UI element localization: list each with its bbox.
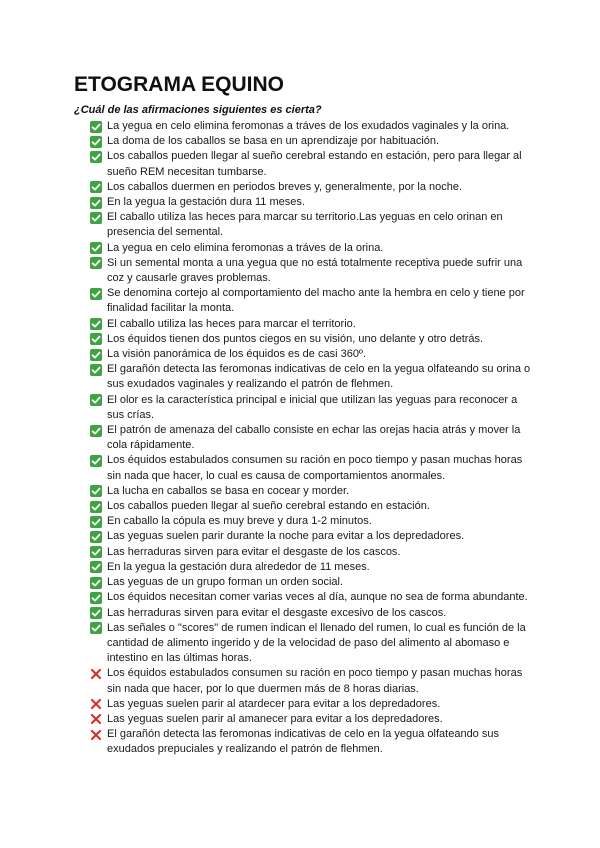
check-mark-icon	[90, 318, 102, 330]
answer-text: Las señales o "scores" de rumen indican el llenado del rumen, lo cual es función de la cantidad de alimento ingerido y de la velocidad de paso del alimento al abomaso e intestino en las últimas horas.	[107, 621, 526, 665]
answer-text: Los équidos necesitan comer varias veces al día, aunque no sea de forma abundante.	[107, 591, 528, 604]
check-mark-icon	[90, 136, 102, 148]
check-mark-icon	[90, 607, 102, 619]
correct-answer-item	[90, 545, 534, 560]
check-mark-icon	[90, 197, 102, 209]
answer-text: Las yeguas de un grupo forman un orden social.	[107, 576, 344, 589]
check-mark-icon	[90, 349, 102, 361]
correct-answer-item	[90, 529, 534, 544]
incorrect-answer-item	[90, 712, 534, 727]
cross-mark-icon	[90, 713, 102, 725]
correct-answer-item	[90, 347, 534, 362]
check-mark-icon	[90, 516, 102, 528]
check-mark-icon	[90, 212, 102, 224]
check-mark-icon	[90, 546, 102, 558]
correct-answer-item	[90, 286, 534, 316]
check-mark-icon	[90, 455, 102, 467]
answer-text: Los caballos pueden llegar al sueño cerebral estando en estación.	[107, 500, 430, 513]
check-mark-icon	[90, 501, 102, 513]
check-mark-icon	[90, 622, 102, 634]
correct-answer-item	[90, 195, 534, 210]
answer-text: Los équidos tienen dos puntos ciegos en su visión, uno delante y otro detrás.	[107, 332, 484, 345]
answer-text: Los caballos pueden llegar al sueño cerebral estando en estación, pero para llegar al sueño REM necesitan tumbarse.	[107, 150, 522, 178]
answer-text: Las yeguas suelen parir al atardecer para evitar a los depredadores.	[107, 697, 441, 710]
check-mark-icon	[90, 333, 102, 345]
check-mark-icon	[90, 121, 102, 133]
correct-answer-item	[90, 621, 534, 667]
correct-answer-item	[90, 423, 534, 453]
answer-text: Las yeguas suelen parir durante la noche para evitar a los depredadores.	[107, 530, 465, 543]
answer-text: El garañón detecta las feromonas indicativas de celo en la yegua olfateando su orina o sus exudados vaginales y realizando el patrón de flehmen.	[107, 363, 531, 391]
answer-text: El caballo utiliza las heces para marcar el territorio.	[107, 317, 356, 330]
cross-mark-icon	[90, 668, 102, 680]
answer-text: Los équidos estabulados consumen su ración en poco tiempo y pasan muchas horas sin nada que hacer, lo cual es causa de comportamientos anormales.	[107, 454, 523, 482]
correct-answer-item	[90, 590, 534, 605]
correct-answer-item	[90, 134, 534, 149]
check-mark-icon	[90, 561, 102, 573]
correct-answer-item	[90, 484, 534, 499]
correct-answer-item	[90, 453, 534, 483]
correct-answer-item	[90, 149, 534, 179]
incorrect-answer-item	[90, 727, 534, 757]
answer-text: El garañón detecta las feromonas indicativas de celo en la yegua olfateando sus exudados prepuciales y realizando el patrón de flehmen.	[107, 728, 499, 756]
correct-answer-item	[90, 210, 534, 240]
check-mark-icon	[90, 242, 102, 254]
answer-text: En la yegua la gestación dura 11 meses.	[107, 196, 305, 209]
answer-text: Se denomina cortejo al comportamiento del macho ante la hembra en celo y tiene por finalidad facilitar la monta.	[107, 287, 525, 315]
check-mark-icon	[90, 577, 102, 589]
answer-text: Las herraduras sirven para evitar el desgaste de los cascos.	[107, 545, 401, 558]
correct-answer-item	[90, 332, 534, 347]
check-mark-icon	[90, 592, 102, 604]
answer-text: Los équidos estabulados consumen su ración en poco tiempo y pasan muchas horas sin nada que hacer, por lo que duermen más de 8 horas diarias.	[107, 667, 523, 695]
correct-answer-item	[90, 560, 534, 575]
answer-text: Los caballos duermen en periodos breves y, generalmente, por la noche.	[107, 180, 463, 193]
cross-mark-icon	[90, 698, 102, 710]
check-mark-icon	[90, 485, 102, 497]
answer-text: En caballo la cópula es muy breve y dura 1-2 minutos.	[107, 515, 372, 528]
correct-answer-item	[90, 514, 534, 529]
question-text: ¿Cuál de las afirmaciones siguientes es cierta?	[74, 104, 322, 116]
document-page	[74, 72, 534, 758]
cross-mark-icon	[90, 729, 102, 741]
incorrect-answer-item	[90, 666, 534, 696]
check-mark-icon	[90, 181, 102, 193]
answer-text: Las herraduras sirven para evitar el desgaste excesivo de los cascos.	[107, 606, 447, 619]
check-mark-icon	[90, 531, 102, 543]
answer-list	[74, 119, 534, 758]
answer-text: La lucha en caballos se basa en cocear y morder.	[107, 484, 350, 497]
correct-answer-item	[90, 393, 534, 423]
incorrect-answer-item	[90, 697, 534, 712]
answer-text: La visión panorámica de los équidos es de casi 360º.	[107, 348, 367, 361]
answer-text: El olor es la característica principal e inicial que utilizan las yeguas para reconocer a sus crías.	[107, 393, 518, 421]
answer-text: El caballo utiliza las heces para marcar su territorio.Las yeguas en celo orinan en presencia del semental.	[107, 211, 503, 239]
correct-answer-item	[90, 119, 534, 134]
document-title: ETOGRAMA EQUINO	[74, 73, 285, 96]
correct-answer-item	[90, 499, 534, 514]
check-mark-icon	[90, 394, 102, 406]
answer-text: El patrón de amenaza del caballo consiste en echar las orejas hacia atrás y mover la cola rápidamente.	[107, 424, 521, 452]
check-mark-icon	[90, 257, 102, 269]
correct-answer-item	[90, 256, 534, 286]
answer-text: La yegua en celo elimina feromonas a tráves de la orina.	[107, 241, 384, 254]
answer-text: Si un semental monta a una yegua que no está totalmente receptiva puede sufrir una coz y causarle graves problemas.	[107, 256, 523, 285]
answer-text: En la yegua la gestación dura alrededor de 11 meses.	[107, 560, 370, 573]
correct-answer-item	[90, 606, 534, 621]
check-mark-icon	[90, 425, 102, 437]
check-mark-icon	[90, 151, 102, 163]
answer-text: Las yeguas suelen parir al amanecer para evitar a los depredadores.	[107, 712, 443, 725]
correct-answer-item	[90, 317, 534, 332]
correct-answer-item	[90, 575, 534, 590]
correct-answer-item	[90, 180, 534, 195]
answer-text: La doma de los caballos se basa en un aprendizaje por habituación.	[107, 135, 440, 148]
check-mark-icon	[90, 288, 102, 300]
correct-answer-item	[90, 362, 534, 392]
answer-text: La yegua en celo elimina feromonas a tráves de los exudados vaginales y la orina.	[107, 120, 510, 132]
correct-answer-item	[90, 241, 534, 256]
check-mark-icon	[90, 364, 102, 376]
